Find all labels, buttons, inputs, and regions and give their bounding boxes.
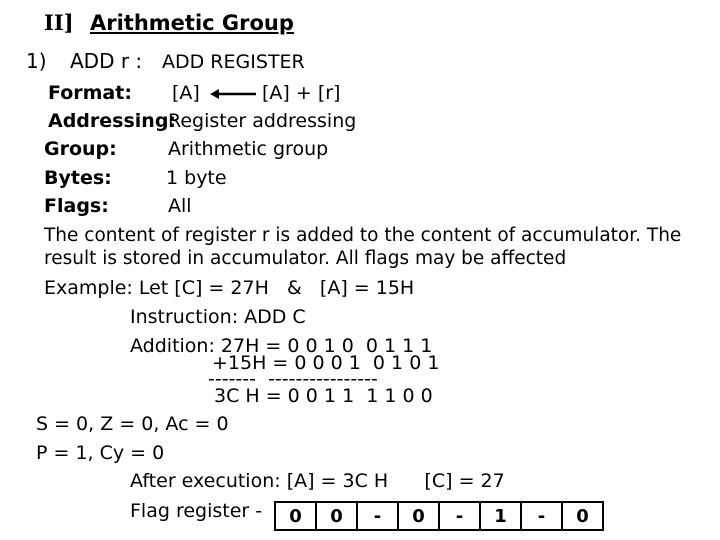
format-lhs: [A] <box>172 82 200 104</box>
left-arrow-icon <box>210 88 258 100</box>
bytes-value: 1 byte <box>166 167 227 189</box>
bytes-label: Bytes: <box>44 167 112 189</box>
addition-line-1: Addition: 27H = 0 0 1 0 0 1 1 1 <box>130 335 433 357</box>
group-label: Group: <box>44 138 117 160</box>
flags-value: All <box>168 195 192 217</box>
separator-line: ------- ---------------- <box>208 368 378 390</box>
format-label: Format: <box>48 82 132 104</box>
format-rhs: [A] + [r] <box>262 82 341 104</box>
flag-cell: - <box>439 502 480 530</box>
section-number: II] <box>44 10 74 35</box>
flag-cell: - <box>521 502 562 530</box>
flags-result-line-1: S = 0, Z = 0, Ac = 0 <box>36 413 229 435</box>
instruction-line: Instruction: ADD C <box>130 306 306 328</box>
subsection-number: 1) <box>26 49 47 73</box>
flags-label: Flags: <box>44 195 109 217</box>
addressing-value: Register addressing <box>168 110 357 132</box>
flag-cell: 1 <box>480 502 521 530</box>
flag-cell: - <box>357 502 398 530</box>
flag-cell: 0 <box>316 502 357 530</box>
description-line-1: The content of register r is added to the content of accumulator. The <box>44 225 682 246</box>
group-value: Arithmetic group <box>168 138 329 160</box>
example-line: Example: Let [C] = 27H & [A] = 15H <box>44 277 415 299</box>
flag-register-table <box>274 501 604 531</box>
addressing-label: Addressing: <box>48 110 177 132</box>
flag-cell: 0 <box>562 502 603 530</box>
section-title: Arithmetic Group <box>90 11 294 35</box>
addition-line-2: +15H = 0 0 0 1 0 1 0 1 <box>212 352 440 374</box>
description-line-2: result is stored in accumulator. All flags may be affected <box>44 248 567 269</box>
result-line: 3C H = 0 0 1 1 1 1 0 0 <box>214 385 433 407</box>
after-execution-line: After execution: [A] = 3C H [C] = 27 <box>130 470 505 492</box>
flag-register-label: Flag register - <box>130 500 263 522</box>
subsection-name: ADD REGISTER <box>162 51 305 73</box>
subsection-mnemonic: ADD r : <box>70 49 143 73</box>
flag-cell: 0 <box>275 502 316 530</box>
flags-result-line-2: P = 1, Cy = 0 <box>36 442 165 464</box>
flag-cell: 0 <box>398 502 439 530</box>
